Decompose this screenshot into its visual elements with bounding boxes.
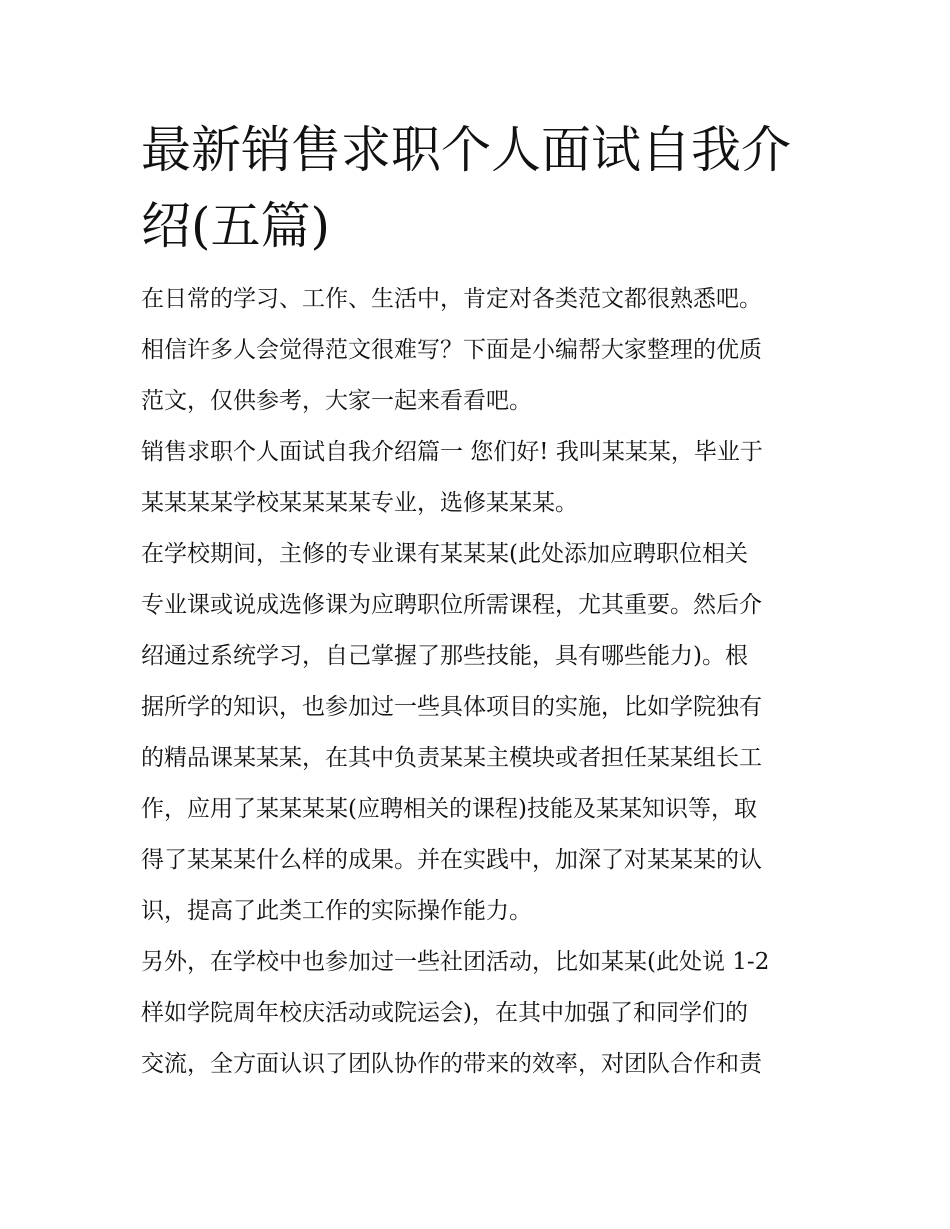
body-line: 样如学院周年校庆活动或院运会)，在其中加强了和同学们的 <box>141 1000 748 1026</box>
document-body <box>141 274 831 1090</box>
body-line: 识，提高了此类工作的实际操作能力。 <box>141 898 532 924</box>
body-line: 在学校期间，主修的专业课有某某某(此处添加应聘职位相关 <box>141 541 748 567</box>
title-line-1: 最新销售求职个人面试自我介 <box>141 121 791 179</box>
body-line: 的精品课某某某，在其中负责某某主模块或者担任某某组长工 <box>141 745 762 771</box>
body-line: 在日常的学习、工作、生活中，肯定对各类范文都很熟悉吧。 <box>141 286 762 312</box>
body-line: 交流，全方面认识了团队协作的带来的效率，对团队合作和责 <box>141 1051 762 1077</box>
document-title <box>141 112 821 264</box>
body-line: 范文，仅供参考，大家一起来看看吧。 <box>141 388 532 414</box>
body-line: 销售求职个人面试自我介绍篇一 您们好! 我叫某某某，毕业于 <box>141 439 763 465</box>
body-line: 得了某某某什么样的成果。并在实践中，加深了对某某某的认 <box>141 847 762 873</box>
body-line: 专业课或说成选修课为应聘职位所需课程，尤其重要。然后介 <box>141 592 762 618</box>
title-line-2: 绍(五篇) <box>141 197 331 255</box>
body-line: 作，应用了某某某某(应聘相关的课程)技能及某某知识等，取 <box>141 796 757 822</box>
body-line: 绍通过系统学习，自己掌握了那些技能，具有哪些能力)。根 <box>141 643 748 669</box>
body-line: 另外，在学校中也参加过一些社团活动，比如某某(此处说 1-2 <box>141 949 770 975</box>
body-line: 某某某某学校某某某某专业，选修某某某。 <box>141 490 578 516</box>
body-line: 相信许多人会觉得范文很难写？下面是小编帮大家整理的优质 <box>141 337 762 363</box>
body-line: 据所学的知识，也参加过一些具体项目的实施，比如学院独有 <box>141 694 762 720</box>
